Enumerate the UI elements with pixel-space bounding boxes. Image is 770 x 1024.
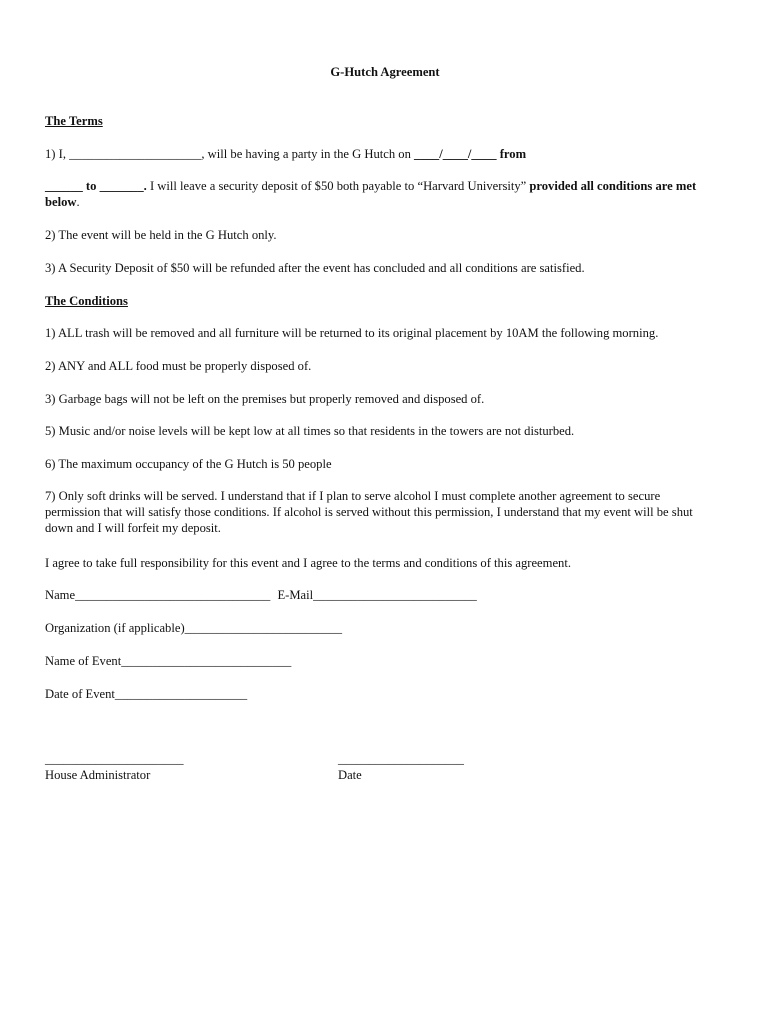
agreement-statement: I agree to take full responsibility for this event and I agree to the terms and conditions of this agreement.: [45, 556, 571, 570]
event-date-field[interactable]: Date of Event_____________________: [45, 687, 248, 701]
terms-item-1-text-a: 1) I, _____________________, will be having a party in the G Hutch on: [45, 147, 415, 161]
terms-item-1-continued: [45, 178, 721, 210]
signature-date-line[interactable]: ____________________: [338, 752, 464, 766]
terms-item-1-date-blank: ____/____/____ from: [414, 147, 527, 161]
condition-5: 5) Music and/or noise levels will be kept low at all times so that residents in the towers are not disturbed.: [45, 424, 575, 438]
email-field[interactable]: E-Mail__________________________: [277, 588, 477, 602]
conditions-heading: The Conditions: [45, 294, 128, 308]
terms-item-1-text-b: I will leave a security deposit of $50 both payable to “Harvard University”: [146, 179, 530, 193]
condition-1: 1) ALL trash will be removed and all furniture will be returned to its original placement by 10AM the following morning.: [45, 326, 659, 340]
terms-heading: The Terms: [45, 114, 103, 128]
document-title: G-Hutch Agreement: [330, 65, 440, 79]
terms-item-1-conditions-note: provided all conditions are met below: [45, 179, 697, 209]
admin-signature-label: House Administrator: [45, 768, 151, 782]
terms-item-2: 2) The event will be held in the G Hutch only.: [45, 228, 277, 242]
signature-date-label: Date: [338, 768, 362, 782]
contact-fields-row: [45, 587, 730, 603]
name-field[interactable]: Name_______________________________: [45, 588, 271, 602]
event-name-field[interactable]: Name of Event___________________________: [45, 654, 292, 668]
condition-6: 6) The maximum occupancy of the G Hutch is 50 people: [45, 457, 332, 471]
admin-signature-line[interactable]: ______________________: [45, 752, 184, 766]
terms-item-1-period: .: [76, 195, 80, 209]
condition-7: 7) Only soft drinks will be served. I understand that if I plan to serve alcohol I must complete another agreement to secure permission that will satisfy those conditions. If alcohol is served without this permission, I understand that my event will be shut down and I will forfeit my deposit.: [45, 489, 693, 535]
terms-item-3: 3) A Security Deposit of $50 will be refunded after the event has concluded and all conditions are satisfied.: [45, 261, 585, 275]
condition-2: 2) ANY and ALL food must be properly disposed of.: [45, 359, 312, 373]
terms-item-1: [45, 146, 725, 162]
organization-field[interactable]: Organization (if applicable)_________________________: [45, 621, 343, 635]
terms-item-1-time-blank: ______ to _______.: [45, 179, 147, 193]
condition-3: 3) Garbage bags will not be left on the premises but properly removed and disposed of.: [45, 392, 485, 406]
